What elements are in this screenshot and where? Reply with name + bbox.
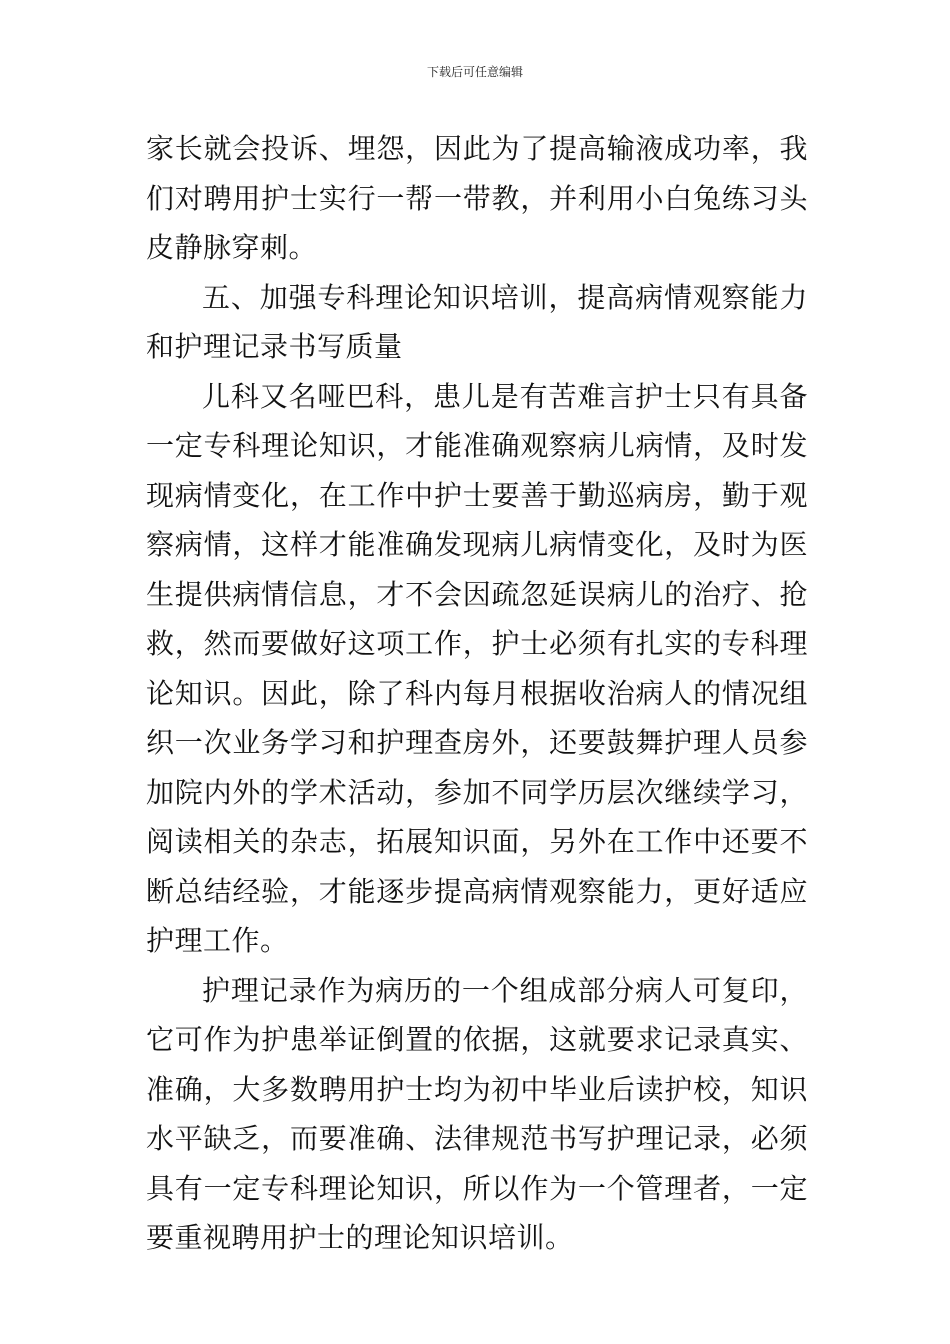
document-body: [146, 124, 808, 1263]
paragraph-records: 护理记录作为病历的一个组成部分病人可复印，它可作为护患举证倒置的依据，这就要求记录真实、准确，大多数聘用护士均为初中毕业后读护校，知识水平缺乏，而要准确、法律规范书写护理记录，必须具有一定专科理论知识，所以作为一个管理者，一定要重视聘用护士的理论知识培训。: [146, 973, 808, 1254]
paragraph-continuation: 家长就会投诉、埋怨，因此为了提高输液成功率，我们对聘用护士实行一帮一带教，并利用小白兔练习头皮静脉穿刺。: [146, 132, 808, 264]
section-heading-five: 五、加强专科理论知识培训，提高病情观察能力和护理记录书写质量: [146, 280, 808, 363]
page-header: 下载后可任意编辑: [426, 65, 523, 79]
paragraph-observation: 儿科又名哑巴科，患儿是有苦难言护士只有具备一定专科理论知识，才能准确观察病儿病情，及时发现病情变化，在工作中护士要善于勤巡病房，勤于观察病情，这样才能准确发现病儿病情变化，及时为医生提供病情信息，才不会因疏忽延误病儿的治疗、抢救，然而要做好这项工作，护士必须有扎实的专科理论知识。因此，除了科内每月根据收治病人的情况组织一次业务学习和护理查房外，还要鼓舞护理人员参加院内外的学术活动，参加不同学历层次继续学习，阅读相关的杂志，拓展知识面，另外在工作中还要不断总结经验，才能逐步提高病情观察能力，更好适应护理工作。: [146, 379, 808, 957]
